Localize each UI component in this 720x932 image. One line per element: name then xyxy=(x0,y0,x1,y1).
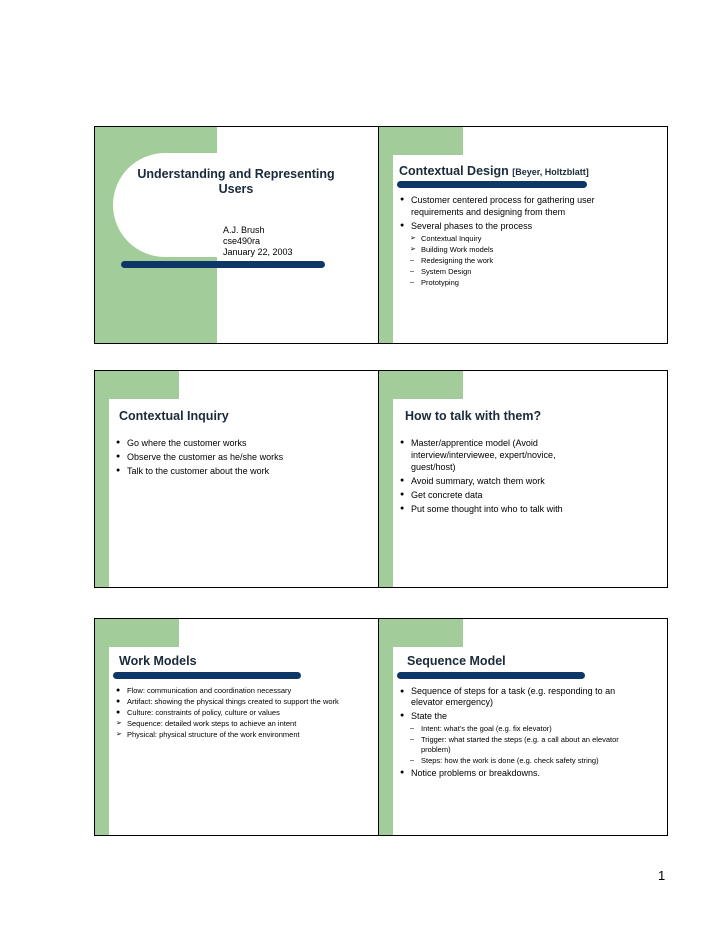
list-item: ➢ Physical: physical structure of the work environment xyxy=(116,730,300,739)
list-item: ● Artifact: showing the physical things created to support the work xyxy=(116,697,339,706)
green-side-strip xyxy=(95,399,109,587)
bullet-icon: ● xyxy=(116,698,121,705)
arrow-bullet-icon: ➢ xyxy=(410,235,416,242)
bullet-icon: ● xyxy=(400,196,405,203)
green-corner xyxy=(95,371,179,399)
green-corner xyxy=(379,127,463,155)
list-item: ● Go where the customer works xyxy=(116,438,247,448)
list-item: ● Talk to the customer about the work xyxy=(116,466,270,476)
list-item: – Redesigning the work xyxy=(410,256,494,265)
list-item: ● State the xyxy=(400,711,448,721)
dash-bullet-icon: – xyxy=(410,725,414,732)
bullet-icon: ● xyxy=(400,439,405,446)
list-item: ● Get concrete data xyxy=(400,490,483,500)
bullet-list xyxy=(115,686,340,741)
slide-title xyxy=(399,164,589,178)
green-side-strip xyxy=(379,399,393,587)
slide-title: How to talk with them? xyxy=(405,409,542,423)
list-item: ● Avoid summary, watch them work xyxy=(400,476,545,486)
dash-bullet-icon: – xyxy=(410,257,414,264)
slide-6 xyxy=(378,618,668,836)
bullet-list xyxy=(399,437,599,517)
list-item: – Steps: how the work is done (e.g. check safety string) xyxy=(410,756,599,765)
bullet-icon: ● xyxy=(116,467,121,474)
list-item: ➢ Sequence: detailed work steps to achieve an intent xyxy=(116,719,297,728)
green-corner xyxy=(379,619,463,647)
green-corner xyxy=(95,619,179,647)
bullet-icon: ● xyxy=(400,477,405,484)
slide-title: Understanding and Representing Users xyxy=(137,167,335,196)
slide-2 xyxy=(378,126,668,344)
blue-bar xyxy=(113,672,301,679)
dash-bullet-icon: – xyxy=(410,736,414,743)
slide-title: Contextual Inquiry xyxy=(119,409,229,423)
list-item: ● Notice problems or breakdowns. xyxy=(400,768,541,778)
title-main: Contextual Design xyxy=(399,164,509,178)
slide-title: Work Models xyxy=(119,654,197,668)
slide-title: Sequence Model xyxy=(407,654,506,668)
slide-5 xyxy=(94,618,384,836)
bullet-icon: ● xyxy=(400,688,405,695)
slide-4 xyxy=(378,370,668,588)
list-item: ● Sequence of steps for a task (e.g. responding to an elevator emergency) xyxy=(400,686,616,707)
author: A.J. Brush xyxy=(223,225,265,235)
date: January 22, 2003 xyxy=(223,247,293,257)
list-item: ● Put some thought into who to talk with xyxy=(400,504,563,514)
dash-bullet-icon: – xyxy=(410,279,414,286)
list-item: ● Observe the customer as he/she works xyxy=(116,452,284,462)
bullet-icon: ● xyxy=(400,769,405,776)
page-number: 1 xyxy=(658,868,666,883)
title-citation: [Beyer, Holtzblatt] xyxy=(512,167,589,177)
list-item: ● Several phases to the process xyxy=(400,221,533,231)
dash-bullet-icon: – xyxy=(410,757,414,764)
arrow-bullet-icon: ➢ xyxy=(410,246,416,253)
list-item: ● Flow: communication and coordination necessary xyxy=(116,686,292,695)
list-item: – Prototyping xyxy=(410,278,459,287)
arrow-bullet-icon: ➢ xyxy=(116,731,122,738)
bullet-icon: ● xyxy=(400,712,405,719)
list-item: – System Design xyxy=(410,267,472,276)
bullet-icon: ● xyxy=(116,687,121,694)
slide-3 xyxy=(94,370,384,588)
bullet-icon: ● xyxy=(400,491,405,498)
list-item: – Trigger: what started the steps (e.g. a call about an elevator problem) xyxy=(410,735,619,754)
list-item: – Intent: what’s the goal (e.g. fix elevator) xyxy=(410,724,552,733)
bullet-list xyxy=(399,686,624,781)
bullet-icon: ● xyxy=(400,222,405,229)
blue-bar xyxy=(397,181,587,188)
bullet-icon: ● xyxy=(116,453,121,460)
green-corner xyxy=(379,371,463,399)
slide-1 xyxy=(94,126,384,344)
bullet-icon: ● xyxy=(400,505,405,512)
blue-bar xyxy=(397,672,585,679)
blue-bar xyxy=(121,261,325,268)
dash-bullet-icon: – xyxy=(410,268,414,275)
list-item: ● Master/apprentice model (Avoid interview/interviewee, expert/novice, guest/host) xyxy=(400,438,556,472)
bullet-icon: ● xyxy=(116,709,121,716)
bullet-icon: ● xyxy=(116,439,121,446)
list-item: ➢ Contextual Inquiry xyxy=(410,234,482,243)
green-side-strip xyxy=(379,647,393,835)
green-side-strip xyxy=(379,155,393,343)
green-side-strip xyxy=(95,647,109,835)
list-item: ● Customer centered process for gathering user requirements and designing from them xyxy=(400,195,595,217)
list-item: ● Culture: constraints of policy, culture or values xyxy=(116,708,280,717)
arrow-bullet-icon: ➢ xyxy=(116,720,122,727)
bullet-list xyxy=(399,194,649,289)
bullet-list xyxy=(115,437,365,479)
course: cse490ra xyxy=(223,236,261,246)
list-item: ➢ Building Work models xyxy=(410,245,494,254)
